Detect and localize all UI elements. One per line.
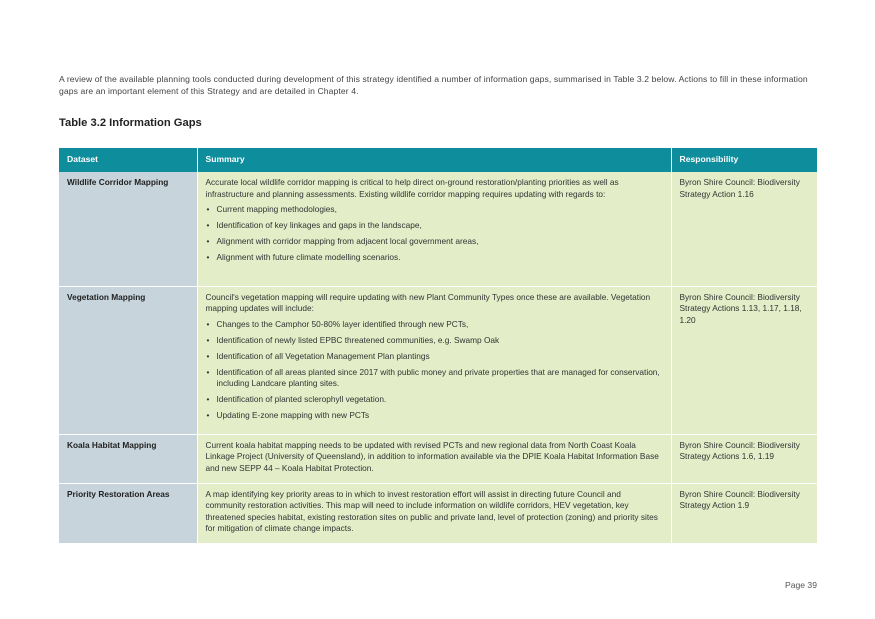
responsibility-cell: Byron Shire Council: Biodiversity Strategy Actions 1.13, 1.17, 1.18, 1.20 (671, 286, 817, 434)
bullet-item: • Current mapping methodologies, (206, 204, 663, 216)
summary-cell (197, 172, 671, 286)
information-gaps-table (59, 148, 817, 544)
summary-text: A map identifying key priority areas to in which to invest restoration effort will assist in directing future Council and community restoration activities. This map will need to include information on wildlife corridors, HEV vegetation, key threatened species habitat, existing restoration sites on public and private land, level of protection (zoning) and priority sites for mitigation of climate change impacts. (205, 488, 658, 533)
bullet-item: • Changes to the Camphor 50-80% layer identified through new PCTs, (206, 319, 663, 331)
intro-paragraph: A review of the available planning tools conducted during development of this strategy identified a number of information gaps, summarised in Table 3.2 below. Actions to fill in these information gaps are an important element of this Strategy and are detailed in Chapter 4. (59, 73, 808, 97)
responsibility-cell: Byron Shire Council: Biodiversity Strategy Actions 1.6, 1.19 (671, 434, 817, 483)
table-row (59, 286, 817, 434)
summary-text: Accurate local wildlife corridor mapping is critical to help direct on-ground restoration/planting priorities as well as infrastructure and planning assessments. Existing wildlife corridor mapping requires updating with regards to: (205, 177, 619, 199)
table-row (59, 483, 817, 543)
bullet-item: • Updating E-zone mapping with new PCTs (206, 410, 663, 422)
bullet-item: • Alignment with corridor mapping from adjacent local government areas, (206, 236, 663, 248)
dataset-cell: Priority Restoration Areas (59, 483, 197, 543)
table-header-row (59, 148, 817, 172)
bullet-item: • Identification of newly listed EPBC threatened communities, e.g. Swamp Oak (206, 335, 663, 347)
summary-bullet-list (206, 204, 663, 263)
table-row (59, 434, 817, 483)
summary-text: Current koala habitat mapping needs to be updated with revised PCTs and new regional data from North Coast Koala Linkage Project (University of Queensland), in addition to information available via the DPIE Koala Habitat Information Base and new SEPP 44 – Koala Habitat Protection. (205, 439, 659, 473)
summary-cell (197, 286, 671, 434)
dataset-cell: Koala Habitat Mapping (59, 434, 197, 483)
summary-text: Council's vegetation mapping will require updating with new Plant Community Types once these are available. Vegetation mapping updates will include: (205, 291, 651, 313)
page-number: Page 39 (784, 580, 817, 590)
header-summary: Summary (197, 148, 671, 172)
table-title: Table 3.2 Information Gaps (59, 117, 202, 129)
responsibility-cell: Byron Shire Council: Biodiversity Strategy Action 1.16 (671, 172, 817, 286)
bullet-item: • Identification of key linkages and gaps in the landscape, (206, 220, 663, 232)
summary-bullet-list (206, 319, 663, 421)
bullet-item: • Identification of planted sclerophyll vegetation. (206, 394, 663, 406)
table-row (59, 172, 817, 286)
dataset-cell: Wildlife Corridor Mapping (59, 172, 197, 286)
bullet-item: • Identification of all areas planted since 2017 with public money and private properties that are managed for conservation, including Landcare planting sites. (206, 367, 663, 390)
summary-cell (197, 483, 671, 543)
header-responsibility: Responsibility (671, 148, 817, 172)
dataset-cell: Vegetation Mapping (59, 286, 197, 434)
responsibility-cell: Byron Shire Council: Biodiversity Strategy Action 1.9 (671, 483, 817, 543)
header-dataset: Dataset (59, 148, 197, 172)
bullet-item: • Alignment with future climate modelling scenarios. (206, 252, 663, 264)
bullet-item: • Identification of all Vegetation Management Plan plantings (206, 351, 663, 363)
summary-cell (197, 434, 671, 483)
